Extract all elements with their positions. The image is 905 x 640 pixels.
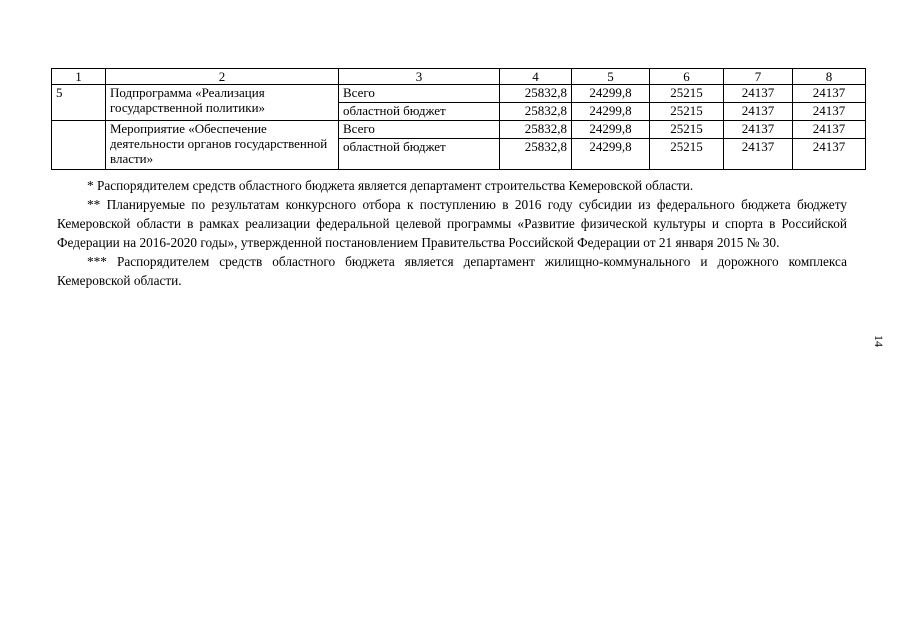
funding-source-cell: Всего [339, 85, 500, 103]
value-cell: 25215 [650, 139, 724, 170]
footnote: *** Распорядителем средств областного бюджета является департамент жилищно-коммунального и дорожного комплекса Кемеровской области. [57, 254, 847, 288]
value-cell: 24299,8 [572, 85, 650, 103]
value-cell: 25215 [650, 121, 724, 139]
column-header: 6 [650, 69, 724, 85]
value-cell: 24137 [793, 103, 866, 121]
funding-source-cell: Всего [339, 121, 500, 139]
footnote: * Распорядителем средств областного бюджета является департамент строительства Кемеровской области. [87, 178, 694, 193]
column-header: 8 [793, 69, 866, 85]
table-header-row [52, 69, 866, 85]
table-row [52, 85, 866, 103]
value-cell: 25832,8 [500, 103, 572, 121]
funding-source-cell: областной бюджет [339, 103, 500, 121]
value-cell: 24137 [793, 139, 866, 170]
measure-name-cell: Мероприятие «Обеспечение деятельности органов государственной власти» [106, 121, 339, 170]
empty-cell [52, 121, 106, 170]
column-header: 3 [339, 69, 500, 85]
value-cell: 24299,8 [572, 121, 650, 139]
value-cell: 24299,8 [572, 139, 650, 170]
funding-source-cell: областной бюджет [339, 139, 500, 170]
column-header: 7 [724, 69, 793, 85]
value-cell: 24137 [724, 121, 793, 139]
value-cell: 24137 [724, 85, 793, 103]
value-cell: 25832,8 [500, 139, 572, 170]
value-cell: 24137 [724, 139, 793, 170]
row-number-cell: 5 [52, 85, 106, 121]
value-cell: 24137 [793, 121, 866, 139]
column-header: 1 [52, 69, 106, 85]
footnotes [57, 176, 847, 290]
column-header: 4 [500, 69, 572, 85]
value-cell: 24137 [724, 103, 793, 121]
value-cell: 24137 [793, 85, 866, 103]
value-cell: 25832,8 [500, 85, 572, 103]
value-cell: 25215 [650, 103, 724, 121]
value-cell: 25215 [650, 85, 724, 103]
page-number: 14 [872, 335, 886, 347]
footnote: ** Планируемые по результатам конкурсного отбора к поступлению в 2016 году субсидии из федерального бюджета бюджету Кемеровской области в рамках реализации федеральной целевой программы «Развитие физической культуры и спорта в Российской Федерации на 2016-2020 годы», утвержденной постановлением Правительства Российской Федерации от 21 января 2015 № 30. [57, 197, 847, 250]
value-cell: 24299,8 [572, 103, 650, 121]
subprogram-name-cell: Подпрограмма «Реализация государственной политики» [106, 85, 339, 121]
column-header: 2 [106, 69, 339, 85]
budget-table [51, 68, 866, 170]
value-cell: 25832,8 [500, 121, 572, 139]
column-header: 5 [572, 69, 650, 85]
table-row [52, 121, 866, 139]
